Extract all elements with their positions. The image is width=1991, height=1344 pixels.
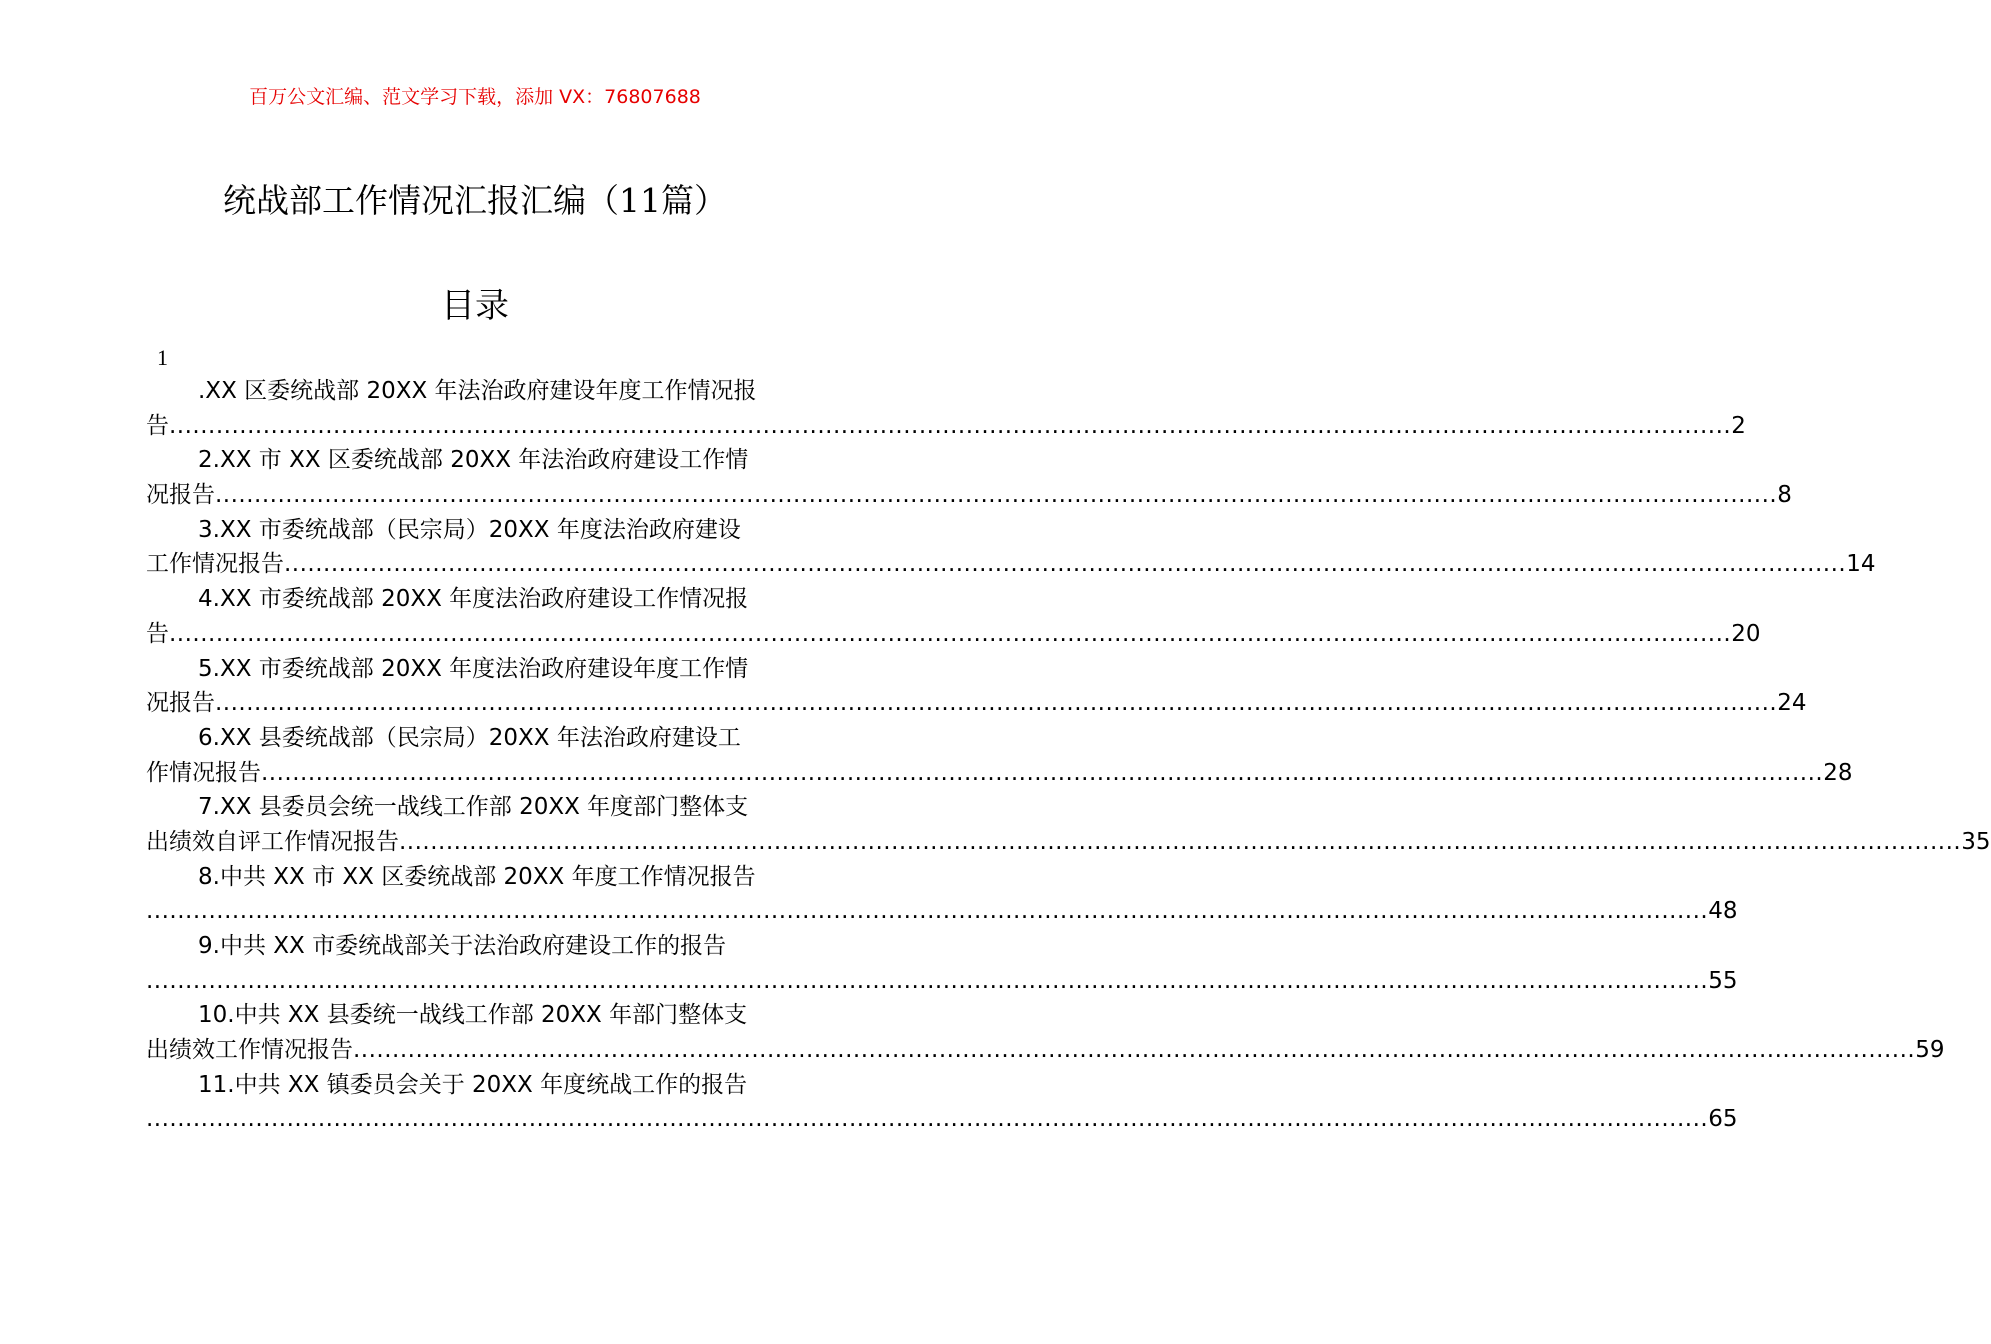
toc-entry-title: 7.XX 县委员会统一战线工作部 20XX 年度部门整体支 xyxy=(198,794,749,821)
toc-entry[interactable] xyxy=(146,860,1738,929)
toc-page-number: 14 xyxy=(1846,551,1876,578)
toc-entry[interactable] xyxy=(146,582,1761,651)
toc-entry[interactable] xyxy=(146,998,1945,1067)
toc-entry[interactable] xyxy=(146,721,1853,790)
toc-entry-title: 8.中共 XX 市 XX 区委统战部 20XX 年度工作情况报告 xyxy=(198,863,756,890)
toc-entry-leader-line xyxy=(146,617,1761,652)
toc-entry-title: 2.XX 市 XX 区委统战部 20XX 年法治政府建设工作情 xyxy=(198,447,749,474)
document-title xyxy=(0,176,950,226)
dot-leader: ........................................................................................................................................................................................................ xyxy=(146,1106,1709,1133)
toc-entry[interactable] xyxy=(146,374,1746,443)
dot-leader: ........................................................................................................................................................................................................ xyxy=(169,620,1732,647)
toc-entry-leader-line xyxy=(146,964,1738,999)
toc-page-number: 65 xyxy=(1708,1106,1738,1133)
toc-page-number: 8 xyxy=(1777,482,1792,509)
toc-heading: 目录 xyxy=(441,286,509,326)
dot-leader: ........................................................................................................................................................................................................ xyxy=(284,551,1847,578)
toc-entry-leader-line xyxy=(146,825,1991,860)
toc-entry-title: 4.XX 市委统战部 20XX 年度法治政府建设工作情况报 xyxy=(198,586,749,613)
document-title-count: 11 xyxy=(619,181,661,220)
dot-leader: ........................................................................................................................................................................................................ xyxy=(146,967,1709,994)
toc-entry[interactable] xyxy=(146,652,1807,721)
dot-leader: ........................................................................................................................................................................................................ xyxy=(146,898,1709,925)
toc-entry-leader-line xyxy=(146,756,1853,791)
toc-entry-leader-line xyxy=(146,547,1876,582)
toc-entry-title-continued: 况报告 xyxy=(146,690,215,717)
toc-entry-title: 5.XX 市委统战部 20XX 年度法治政府建设年度工作情 xyxy=(198,655,749,682)
toc-entry-leader-line xyxy=(146,409,1746,444)
toc-entry[interactable] xyxy=(146,513,1876,582)
toc-entry-leader-line xyxy=(146,1033,1945,1068)
toc-page-number: 24 xyxy=(1777,690,1807,717)
dot-leader: ........................................................................................................................................................................................................ xyxy=(215,690,1778,717)
toc-entry-title: 3.XX 市委统战部（民宗局）20XX 年度法治政府建设 xyxy=(198,516,741,543)
toc-entry-title: 6.XX 县委统战部（民宗局）20XX 年法治政府建设工 xyxy=(198,724,741,751)
toc-entry[interactable] xyxy=(146,1068,1738,1137)
toc-page-number: 20 xyxy=(1731,620,1761,647)
toc-entry-leader-line xyxy=(146,894,1738,929)
toc-page-number: 48 xyxy=(1708,898,1738,925)
document-title-suffix: 篇） xyxy=(661,181,727,220)
toc-entry-title-continued: 况报告 xyxy=(146,482,215,509)
stray-list-number: 1 xyxy=(157,345,168,370)
dot-leader: ........................................................................................................................................................................................................ xyxy=(215,482,1778,509)
toc-entry-leader-line xyxy=(146,686,1807,721)
dot-leader: ........................................................................................................................................................................................................ xyxy=(399,828,1962,855)
document-title-prefix: 统战部工作情况汇报汇编（ xyxy=(223,181,619,220)
toc-entry-title: .XX 区委统战部 20XX 年法治政府建设年度工作情况报 xyxy=(198,378,757,404)
toc-entry-title-continued: 出绩效工作情况报告 xyxy=(146,1037,353,1064)
toc-entry-title-continued: 工作情况报告 xyxy=(146,551,284,578)
toc-entry-leader-line xyxy=(146,478,1792,513)
toc-page-number: 59 xyxy=(1915,1037,1945,1064)
toc-entry-title-continued: 作情况报告 xyxy=(146,759,261,786)
toc-entry[interactable] xyxy=(146,929,1738,998)
toc-entry-title: 11.中共 XX 镇委员会关于 20XX 年度统战工作的报告 xyxy=(198,1071,748,1098)
toc-entry-title-continued: 告 xyxy=(146,412,169,439)
toc-entry-title-continued: 出绩效自评工作情况报告 xyxy=(146,828,399,855)
toc-entry-title-continued: 告 xyxy=(146,620,169,647)
toc-entry-leader-line xyxy=(146,1102,1738,1137)
toc-page-number: 55 xyxy=(1708,967,1738,994)
dot-leader: ........................................................................................................................................................................................................ xyxy=(169,412,1732,439)
table-of-contents xyxy=(146,374,1991,1137)
toc-entry[interactable] xyxy=(146,443,1792,512)
toc-page-number: 35 xyxy=(1961,828,1991,855)
toc-entry-title: 10.中共 XX 县委统一战线工作部 20XX 年部门整体支 xyxy=(198,1002,748,1029)
dot-leader: ........................................................................................................................................................................................................ xyxy=(353,1037,1916,1064)
toc-entry-title: 9.中共 XX 市委统战部关于法治政府建设工作的报告 xyxy=(198,933,727,959)
promo-banner: 百万公文汇编、范文学习下载，添加 VX：76807688 xyxy=(249,86,701,108)
toc-page-number: 2 xyxy=(1731,412,1746,439)
dot-leader: ........................................................................................................................................................................................................ xyxy=(261,759,1824,786)
toc-entry[interactable] xyxy=(146,790,1991,859)
toc-page-number: 28 xyxy=(1823,759,1853,786)
